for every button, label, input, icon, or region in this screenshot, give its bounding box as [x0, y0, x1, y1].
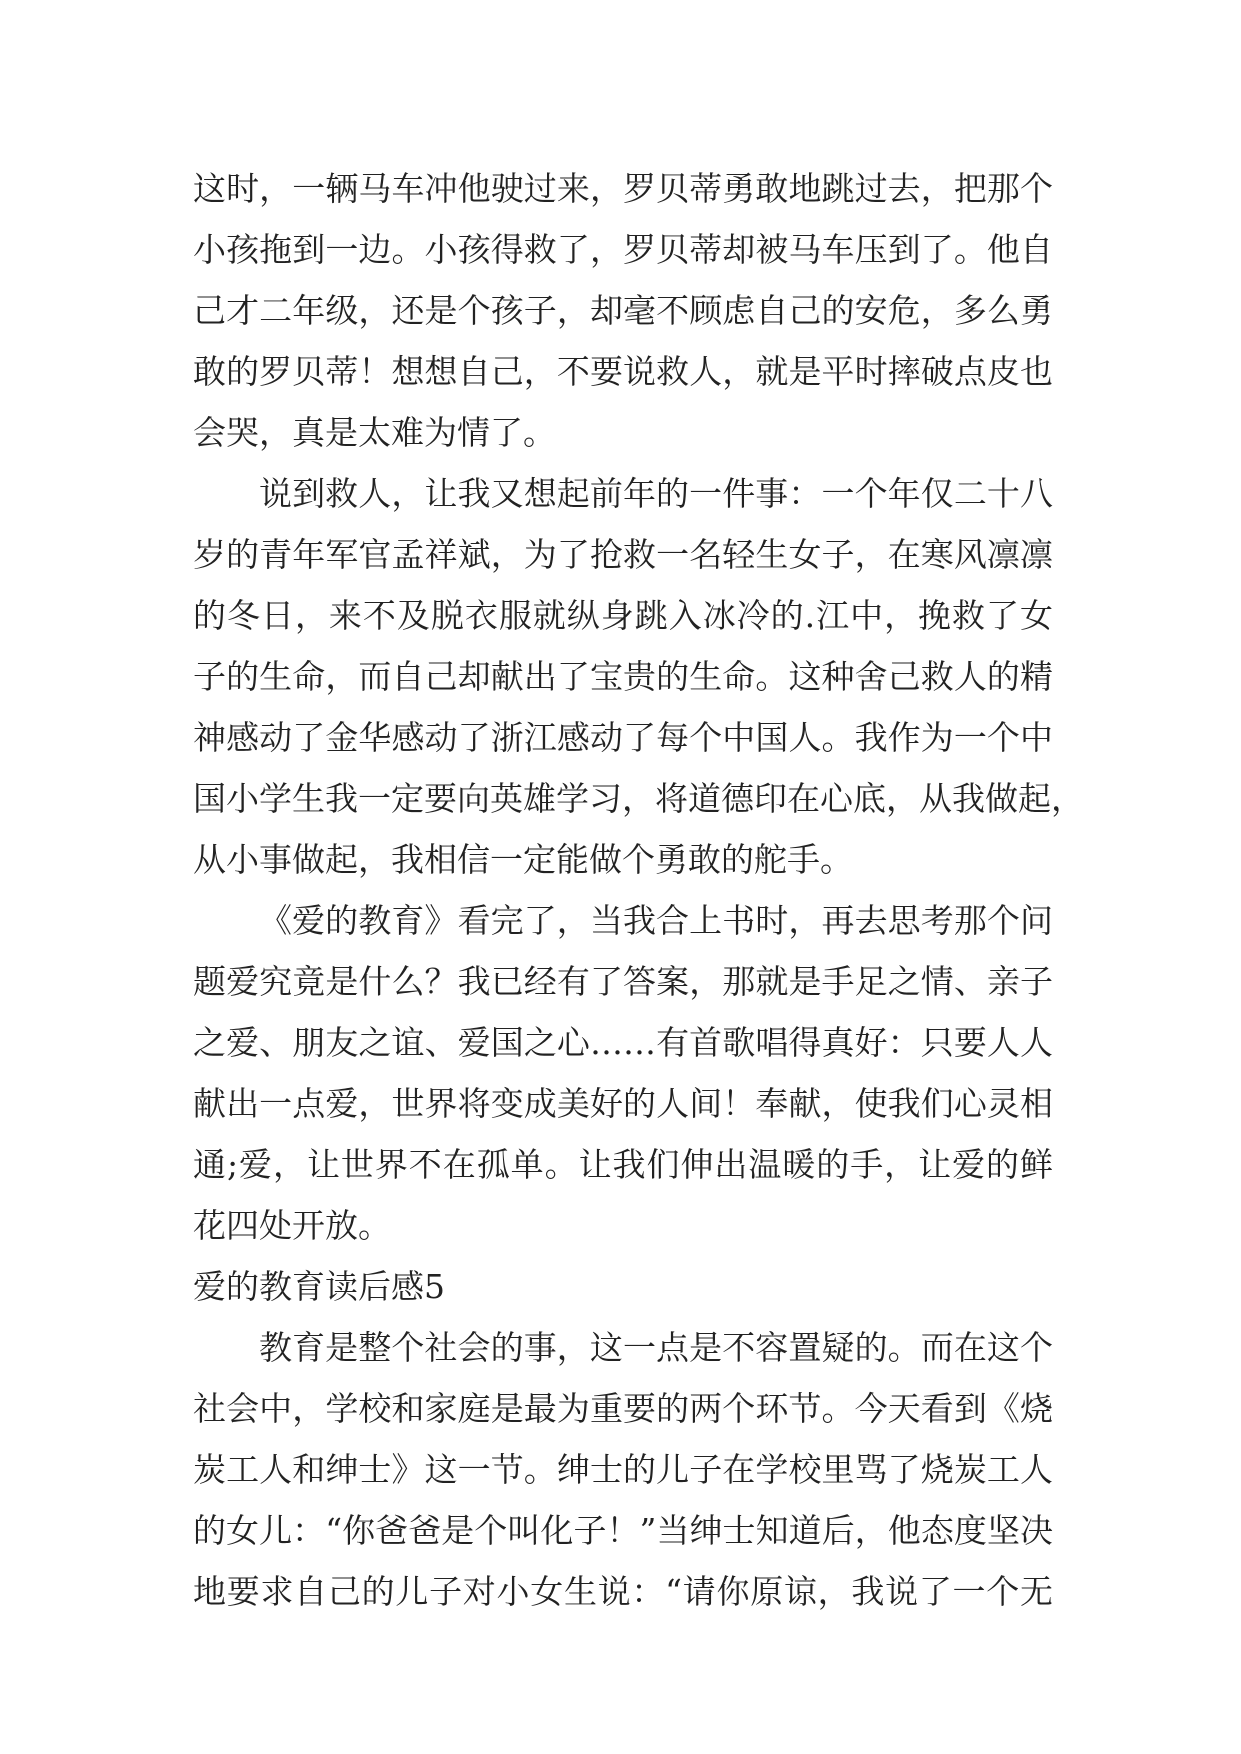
text-line: 敢的罗贝蒂！想想自己，不要说救人，就是平时摔破点皮也	[193, 352, 1053, 391]
text-line: 之爱、朋友之谊、爱国之心……有首歌唱得真好：只要人人	[193, 1023, 1053, 1062]
paragraph-1	[193, 158, 1053, 463]
text-line: 神感动了金华感动了浙江感动了每个中国人。我作为一个中	[193, 718, 1053, 757]
text-line: 这时，一辆马车冲他驶过来，罗贝蒂勇敢地跳过去，把那个	[193, 169, 1053, 208]
text-line: 花四处开放。	[193, 1206, 391, 1245]
document-body	[193, 158, 1084, 1622]
paragraph-4	[193, 1317, 1053, 1622]
text-line: 会哭，真是太难为情了。	[193, 413, 556, 452]
text-line: 说到救人，让我又想起前年的一件事：一个年仅二十八	[259, 474, 1053, 513]
text-line: 岁的青年军官孟祥斌，为了抢救一名轻生女子，在寒风凛凛	[193, 535, 1053, 574]
text-line: 题爱究竟是什么？我已经有了答案，那就是手足之情、亲子	[193, 962, 1053, 1001]
text-line: 的女儿：“你爸爸是个叫化子！”当绅士知道后，他态度坚决	[193, 1511, 1053, 1550]
text-line: 地要求自己的儿子对小女生说：“请你原谅，我说了一个无	[193, 1572, 1053, 1611]
text-line: 子的生命，而自己却献出了宝贵的生命。这种舍己救人的精	[193, 657, 1053, 696]
text-line: 小孩拖到一边。小孩得救了，罗贝蒂却被马车压到了。他自	[193, 230, 1053, 269]
text-line: 炭工人和绅士》这一节。绅士的儿子在学校里骂了烧炭工人	[193, 1450, 1053, 1489]
section-heading: 爱的教育读后感5	[193, 1267, 445, 1306]
paragraph-3	[193, 890, 1053, 1256]
text-line: 从小事做起，我相信一定能做个勇敢的舵手。	[193, 840, 853, 879]
text-line: 通;爱，让世界不在孤单。让我们伸出温暖的手，让爱的鲜	[193, 1145, 1053, 1184]
text-line: 社会中，学校和家庭是最为重要的两个环节。今天看到《烧	[193, 1389, 1053, 1428]
text-line: 献出一点爱，世界将变成美好的人间！奉献，使我们心灵相	[193, 1084, 1053, 1123]
text-line: 《爱的教育》看完了，当我合上书时，再去思考那个问	[259, 901, 1053, 940]
text-line: 的冬日，来不及脱衣服就纵身跳入冰冷的.江中，挽救了女	[193, 596, 1053, 635]
text-line: 国小学生我一定要向英雄学习，将道德印在心底，从我做起，	[193, 779, 1084, 818]
text-line: 教育是整个社会的事，这一点是不容置疑的。而在这个	[259, 1328, 1053, 1367]
paragraph-2	[193, 463, 1084, 890]
text-line: 己才二年级，还是个孩子，却毫不顾虑自己的安危，多么勇	[193, 291, 1053, 330]
